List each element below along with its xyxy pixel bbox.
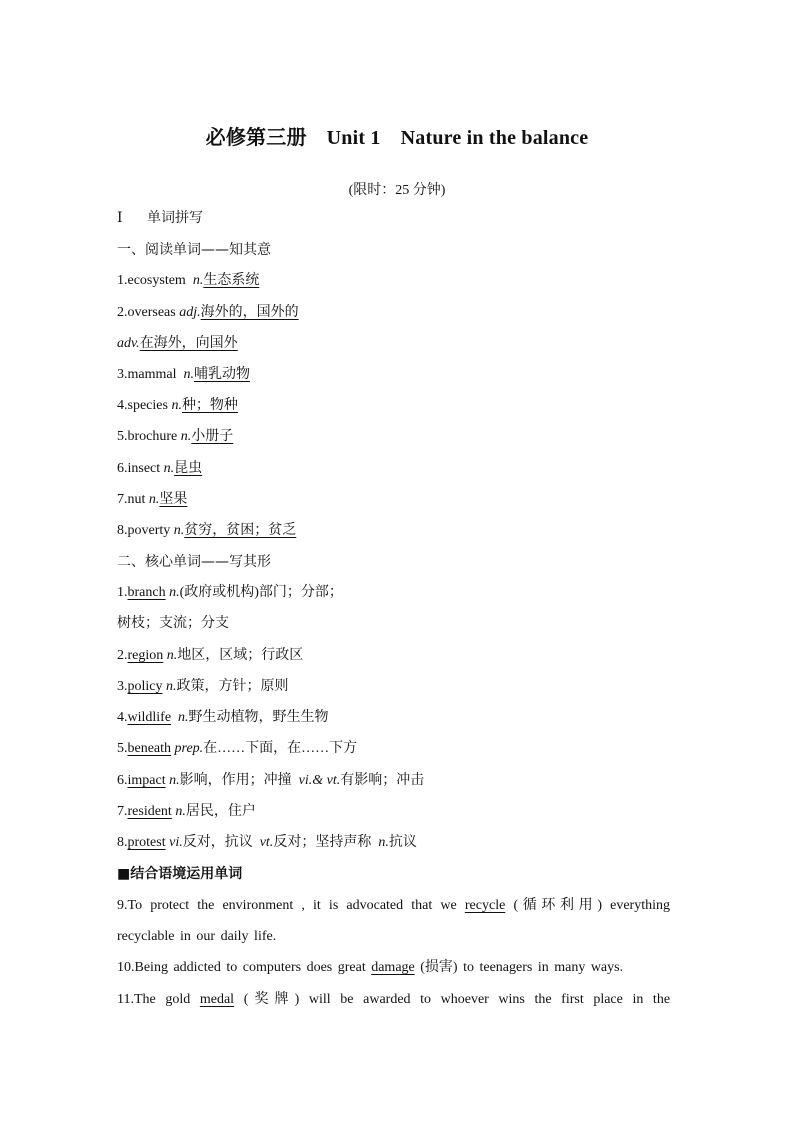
part-of-speech: n. — [183, 367, 194, 382]
meaning: (政府或机构)部门；分部； — [179, 585, 343, 600]
core-word-item: 4.wildlife n.野生动植物，野生生物 — [117, 710, 329, 725]
read-word-item: 4.species n.种；物种 — [117, 398, 238, 413]
word-answer: medal — [199, 992, 235, 1007]
word: insect — [127, 461, 161, 476]
part-of-speech: n. — [173, 523, 185, 538]
meaning-answer: 昆虫 — [174, 461, 203, 476]
meaning-answer: 哺乳动物 — [194, 367, 250, 382]
part-of-speech: adj. — [179, 305, 201, 320]
meaning-answer: 生态系统 — [203, 273, 260, 288]
core-word-item: 5.beneath prep.在……下面，在……下方 — [117, 741, 358, 756]
meaning-answer: 坚果 — [159, 492, 188, 507]
word-answer: branch — [127, 585, 166, 600]
word: species — [127, 398, 168, 413]
core-word-item: 7.resident n.居民，住户 — [117, 804, 256, 819]
meaning: 地区，区域；行政区 — [177, 648, 304, 663]
part-of-speech: adv. — [117, 336, 140, 351]
core-word-meaning-cont: 树枝；支流；分支 — [117, 616, 229, 631]
core-word-item: 8.protest vi.反对，抗议 vt.反对；坚持声称 n.抗议 — [117, 835, 417, 850]
core-word-item: 1.branch n.(政府或机构)部门；分部； — [117, 585, 343, 600]
section-label: 单词拼写 — [147, 210, 203, 226]
part-of-speech: n. — [171, 398, 182, 413]
word-answer: policy — [127, 679, 163, 694]
word-answer: protest — [127, 835, 166, 850]
sentence-item: 10.Being addicted to computers does great damage (损害) to teenagers in many ways. — [117, 960, 624, 975]
subsection-core-title: 二、核心单词——写其形 — [117, 554, 271, 570]
part-of-speech: prep. — [174, 741, 204, 756]
core-word-item: 2.region n.地区，区域；行政区 — [117, 648, 304, 663]
part-of-speech: n. — [148, 492, 160, 507]
hint: (循环利用) — [513, 898, 602, 913]
meaning-answer: 种；物种 — [181, 398, 238, 413]
page-title — [0, 121, 794, 150]
part-of-speech: n. — [163, 461, 175, 476]
read-word-item: 8.poverty n.贫穷，贫困；贫乏 — [117, 523, 297, 538]
meaning-answer: 贫穷，贫困；贫乏 — [184, 523, 297, 538]
word-answer: resident — [127, 804, 172, 819]
word-answer: wildlife — [127, 710, 172, 725]
part-of-speech: n. — [166, 679, 177, 694]
word-answer: recycle — [464, 898, 506, 913]
part-of-speech: n. — [192, 273, 204, 288]
core-word-item: 6.impact n.影响，作用；冲撞 vi.& vt.有影响；冲击 — [117, 773, 425, 788]
context-heading: ■结合语境运用单词 — [117, 866, 243, 882]
part-of-speech: n. — [169, 585, 180, 600]
time-limit: (限时：25 分钟) — [348, 183, 446, 198]
meaning: 有影响；冲击 — [340, 773, 425, 788]
meaning: 政策，方针；原则 — [176, 679, 289, 694]
sentence-item: 9.To protect the environment , it is advocated that we recycle (循环利用) everything — [117, 898, 670, 913]
meaning: 反对；坚持声称 — [273, 835, 372, 850]
subsection-read-title: 一、阅读单词——知其意 — [117, 242, 271, 258]
read-word-item: 3.mammal n.哺乳动物 — [117, 367, 250, 382]
section-heading — [117, 208, 203, 228]
sentence-cont: recyclable in our daily life. — [117, 929, 277, 944]
word: mammal — [127, 367, 177, 382]
hint: (奖牌) — [243, 992, 300, 1007]
meaning: 居民，住户 — [185, 804, 256, 819]
title-topic: Nature in the balance — [400, 127, 589, 149]
part-of-speech: n. — [378, 835, 389, 850]
meaning: 抗议 — [388, 835, 417, 850]
word: ecosystem — [127, 273, 186, 288]
sentence-item: 11.The gold medal (奖牌) will be awarded to whoever wins the first place in the — [117, 992, 671, 1007]
read-word-item: 1.ecosystem n.生态系统 — [117, 273, 260, 288]
section-number: Ⅰ — [117, 210, 123, 226]
title-book: 必修第三册 — [205, 127, 307, 149]
part-of-speech: vi. — [169, 835, 183, 850]
meaning: 野生动植物，野生生物 — [188, 710, 329, 725]
hint: (损害) — [420, 960, 458, 975]
core-word-item: 3.policy n.政策，方针；原则 — [117, 679, 289, 694]
meaning: 反对，抗议 — [182, 835, 253, 850]
meaning: 影响，作用；冲撞 — [179, 773, 292, 788]
word-answer: damage — [371, 960, 415, 975]
part-of-speech: n. — [178, 710, 189, 725]
part-of-speech: vt. — [259, 835, 274, 850]
part-of-speech: vi.& vt. — [298, 773, 341, 788]
meaning-answer: 小册子 — [191, 429, 234, 444]
word-answer: region — [127, 648, 164, 663]
read-word-item — [117, 334, 238, 354]
word: poverty — [127, 523, 171, 538]
part-of-speech: n. — [166, 648, 178, 663]
meaning: 在……下面，在……下方 — [203, 741, 358, 756]
word: overseas — [127, 305, 176, 320]
part-of-speech: n. — [180, 429, 192, 444]
word: brochure — [127, 429, 178, 444]
meaning-answer: 在海外，向国外 — [139, 336, 238, 351]
read-word-item: 2.overseas adj.海外的，国外的 — [117, 305, 299, 320]
read-word-item: 7.nut n.坚果 — [117, 492, 188, 507]
title-unit: Unit 1 — [326, 127, 381, 149]
part-of-speech: n. — [175, 804, 186, 819]
word: nut — [127, 492, 146, 507]
word-answer: beneath — [127, 741, 172, 756]
read-word-item: 5.brochure n.小册子 — [117, 429, 234, 444]
meaning-answer: 海外的，国外的 — [200, 305, 299, 320]
read-word-item: 6.insect n.昆虫 — [117, 461, 203, 476]
part-of-speech: n. — [169, 773, 180, 788]
word-answer: impact — [127, 773, 166, 788]
